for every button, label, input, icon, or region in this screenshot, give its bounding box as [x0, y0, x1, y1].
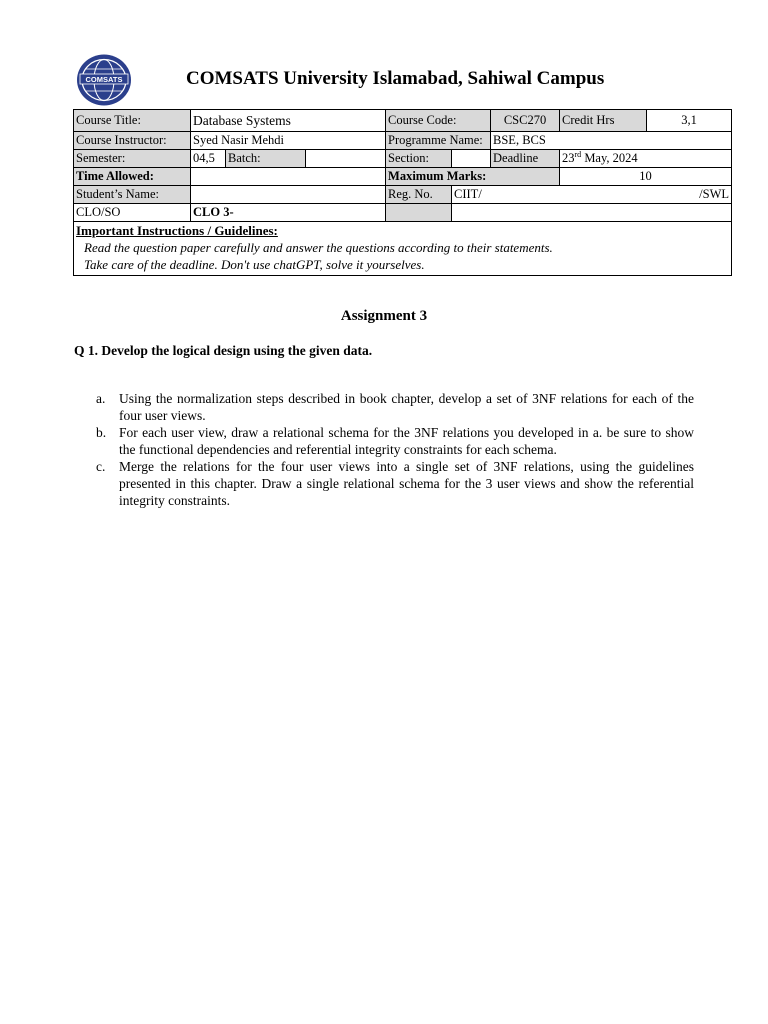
course-code-label: Course Code: [386, 110, 491, 132]
list-item [96, 390, 694, 424]
comsats-logo [76, 54, 132, 106]
credit-hrs-label: Credit Hrs [560, 110, 647, 132]
assignment-title: Assignment 3 [340, 308, 428, 324]
semester-label: Semester: [74, 150, 191, 168]
row-time-allowed [74, 168, 732, 186]
item-marker: b. [96, 425, 107, 440]
credit-hrs-value: 3,1 [647, 110, 732, 132]
instructor-value: Syed Nasir Mehdi [191, 132, 386, 150]
deadline-rest: May, 2024 [581, 151, 638, 165]
time-allowed-value [191, 168, 386, 186]
row-clo [74, 204, 732, 222]
batch-label [226, 150, 306, 168]
row-instructor [74, 132, 732, 150]
course-title-value: Database Systems [191, 110, 386, 132]
batch-value [306, 150, 386, 168]
item-marker: a. [96, 391, 106, 406]
item-marker: c. [96, 459, 106, 474]
question-title: Q 1. Develop the logical design using the given data. [74, 343, 373, 358]
row-instructions [74, 222, 732, 276]
list-item [96, 424, 694, 458]
semester-value: 04,5 [191, 150, 226, 168]
time-allowed-label: Time Allowed: [74, 168, 191, 186]
row-student-name [74, 186, 732, 204]
instruction-line: Read the question paper carefully and answer the questions according to their statements. [84, 240, 553, 255]
deadline-suffix: rd [574, 149, 582, 159]
deadline-day: 23 [562, 151, 575, 165]
course-title-label: Course Title: [74, 110, 191, 132]
reg-prefix: CIIT/ [454, 187, 482, 201]
list-item [96, 458, 694, 509]
clo-shaded-cell [386, 204, 452, 222]
instructions-heading: Important Instructions / Guidelines: [76, 223, 278, 238]
instructor-label: Course Instructor: [74, 132, 191, 150]
deadline-label: Deadline [491, 150, 560, 168]
section-value [452, 150, 491, 168]
item-text: Using the normalization steps described in book chapter, develop a set of 3NF relations for each of the four user views. [119, 391, 694, 423]
question-item-list [96, 390, 694, 509]
course-info-table [73, 109, 732, 276]
student-name-label: Student’s Name: [74, 186, 191, 204]
clo-empty-cell [452, 204, 732, 222]
clo-value: CLO 3- [191, 204, 386, 222]
programme-value: BSE, BCS [491, 132, 732, 150]
deadline-value [560, 150, 732, 168]
programme-label: Programme Name: [386, 132, 491, 150]
instructions-cell [74, 222, 732, 276]
max-marks-label: Maximum Marks: [386, 168, 560, 186]
reg-no-label: Reg. No. [386, 186, 452, 204]
logo-wordmark: COMSATS [85, 75, 123, 85]
student-name-value [191, 186, 386, 204]
section-label: Section: [386, 150, 452, 168]
reg-suffix: /SWL [699, 187, 730, 201]
university-title: COMSATS University Islamabad, Sahiwal Campus [186, 68, 605, 89]
row-semester [74, 150, 732, 168]
batch-label-text: Batch: [228, 151, 261, 165]
reg-no-value [452, 186, 732, 204]
row-course-title [74, 110, 732, 132]
course-code-value: CSC270 [491, 110, 560, 132]
instruction-line: Take care of the deadline. Don't use chatGPT, solve it yourselves. [84, 257, 425, 272]
max-marks-value: 10 [560, 168, 732, 186]
item-text: Merge the relations for the four user views into a single set of 3NF relations, using the guidelines presented in this chapter. Draw a single relational schema for the 3 user views and show the referential integrity constraints. [119, 459, 694, 508]
item-text: For each user view, draw a relational schema for the 3NF relations you developed in a. be sure to show the functional dependencies and referential integrity constraints for each schema. [119, 425, 694, 457]
clo-label: CLO/SO [74, 204, 191, 222]
